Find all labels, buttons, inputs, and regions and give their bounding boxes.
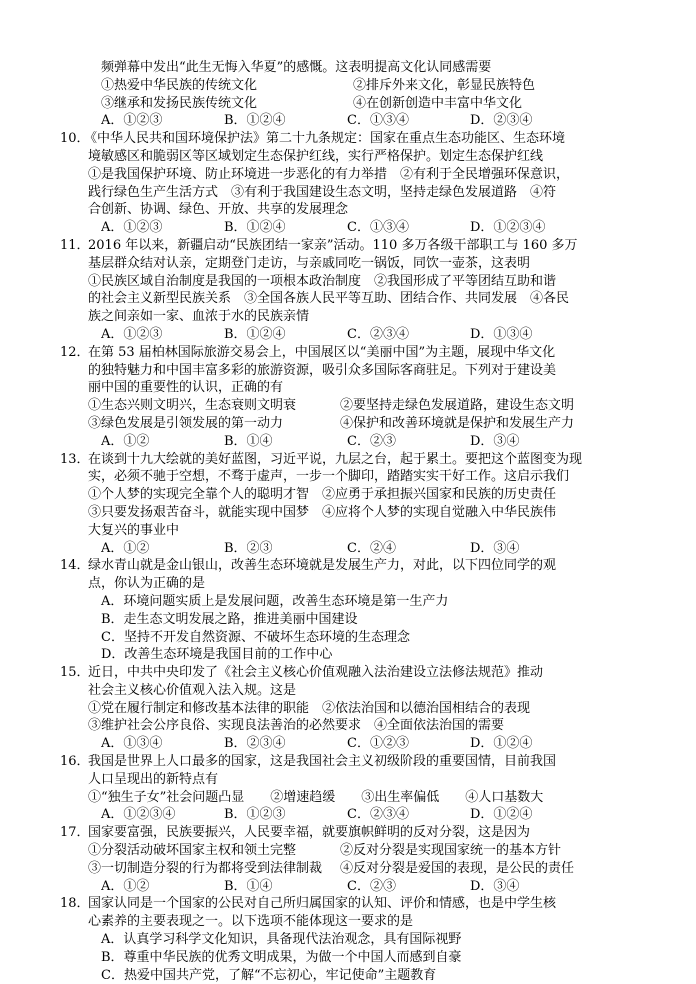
answer-option-a: A．①③④ [101,736,163,752]
statement-row [84,95,624,113]
statement: ①热爱中华民族的传统文化 [101,77,258,93]
answer-options [84,433,624,451]
answer-options [84,326,624,344]
statement: ③一切制造分裂的行为都将受到法律制裁 [88,860,323,876]
answer-option-c: C．①③④ [347,220,409,236]
question-number: 12． [60,344,90,360]
question-number: 11． [60,237,90,253]
answer-choice-c: C．坚持不开发自然资源、不破坏生态环境的生态理念 [101,629,410,645]
answer-option-b: B．①④ [224,878,273,894]
question-text: 在第 53 届柏林国际旅游交易会上，中国展区以“美丽中国”为主题，展现中华文化 [88,344,556,360]
question-text: 国家要富强，民族要振兴，人民要幸福，就要旗帜鲜明的反对分裂，这是因为 [88,825,531,841]
answer-option-c: C．②③④ [347,326,409,342]
statement: ③绿色发展是引领发展的第一动力 [88,415,284,431]
question-text: ①个人梦的实现完全靠个人的聪明才智 ②应勇于承担振兴国家和民族的历史责任 [88,487,557,503]
statement: ④保护和改善环境就是保护和发展生产力 [340,415,575,431]
answer-option-d: D．③④ [470,878,520,894]
answer-option-d: D．③④ [470,540,520,556]
answer-option-a: A．①②③ [101,113,163,129]
answer-option-c: C．②④ [347,540,396,556]
question-text: 族之间亲如一家、血浓于水的民族亲情 [88,309,310,325]
answer-option-b: B．②③④ [224,736,286,752]
answer-option-c: C．②③④ [347,807,409,823]
answer-choice-b: B．尊重中华民族的优秀文明成果，为做一个中国人而感到自豪 [101,949,462,965]
answer-options [84,112,624,130]
answer-choice-b: B．走生态文明发展之路，推进美丽中国建设 [101,611,358,627]
question-text: 在谈到十九大绘就的美好蓝图，习近平说，九层之台，起于累土。要把这个蓝图变为现 [88,451,583,467]
question-16 [60,753,624,824]
question-text: 社会主义核心价值观入法入规。这是 [88,682,297,698]
question-number: 10． [60,131,90,147]
question-text: 的社会主义新型民族关系 ③全国各族人民平等互助、团结合作、共同发展 ④各民 [88,291,570,307]
question-text: 境敏感区和脆弱区等区域划定生态保护红线，实行严格保护。划定生态保护红线 [88,148,544,164]
question-text: 合创新、协调、绿色、开放、共享的发展理念 [88,202,349,218]
question-text: 心素养的主要表现之一。以下选项不能体现这一要求的是 [88,914,414,930]
question-text: 近日，中共中央印发了《社会主义核心价值观融入法治建设立法修法规范》推动 [88,665,544,681]
statement: ①生态兴则文明兴，生态衰则文明衰 [88,398,297,414]
question-10 [60,130,624,237]
statement: ①分裂活动破坏国家主权和领土完整 [88,843,297,859]
answer-option-a: A．①② [101,540,150,556]
question-number: 16． [60,754,90,770]
question-text: 丽中国的重要性的认识，正确的有 [88,380,284,396]
question-text: 的独特魅力和中国丰富多彩的旅游资源，吸引众多国际客商驻足。下列对于建设美 [88,362,557,378]
statement-row [84,415,624,433]
answer-option-c: C．①②③ [347,736,409,752]
answer-options [84,540,624,558]
question-text: ①“独生子女”社会问题凸显 ②增速趋缓 ③出生率偏低 ④人口基数大 [88,789,544,805]
question-number: 13． [60,451,90,467]
answer-option-d: D．①②③④ [470,220,546,236]
answer-choice-a: A．认真学习科学文化知识，具备现代法治观念，具有国际视野 [101,932,462,948]
question-12 [60,344,624,451]
answer-option-d: D．①②④ [470,807,533,823]
answer-option-a: A．①②③ [101,220,163,236]
question-number: 18． [60,896,90,912]
question-text: 基层群众结对认亲，定期登门走访，与亲戚同吃一锅饭，同饮一壶茶，这表明 [88,255,531,271]
answer-choice-d: D．改善生态环境是我国目前的工作中心 [101,647,333,663]
question-text: 点，你认为正确的是 [88,576,206,592]
answer-option-b: B．①②③ [224,807,286,823]
question-text: 实，必须不驰于空想，不骛于虚声，一步一个脚印，踏踏实实干好工作。这启示我们 [88,469,570,485]
answer-option-c: C．②③ [347,878,396,894]
statement: ④反对分裂是爱国的表现，是公民的责任 [340,860,575,876]
statement: ④在创新创造中丰富中华文化 [353,95,523,111]
statement-row [84,77,624,95]
answer-option-b: B．①④ [224,433,273,449]
statement: ②要坚持走绿色发展道路，建设生态文明 [340,398,575,414]
statement: ③继承和发扬民族传统文化 [101,95,258,111]
question-text: ①是我国保护环境、防止环境进一步恶化的有力举措 ②有利于全民增强环保意识， [88,166,570,182]
question-number: 15． [60,665,90,681]
answer-options [84,219,624,237]
answer-options [84,735,624,753]
question-9-tail [84,59,624,130]
question-17 [60,824,624,895]
question-text: 《中华人民共和国环境保护法》第二十九条规定：国家在重点生态功能区、生态环境 [84,131,566,147]
question-number: 17． [60,825,90,841]
question-15 [60,664,624,753]
answer-option-a: A．①②③ [101,326,163,342]
answer-options [84,806,624,824]
question-text: ①民族区域自治制度是我国的一项根本政治制度 ②我国形成了平等团结互助和谐 [88,273,557,289]
exam-content [60,59,624,984]
question-11 [60,237,624,344]
statement-row [84,397,624,415]
answer-option-d: D．②③④ [470,113,533,129]
answer-option-b: B．①②④ [224,326,286,342]
answer-option-d: D．①③④ [470,326,533,342]
answer-option-c: C．①③④ [347,113,409,129]
question-13 [60,451,624,558]
answer-option-a: A．①②③④ [101,807,176,823]
answer-option-c: C．②③ [347,433,396,449]
question-text: 人口呈现出的新特点有 [88,771,219,787]
question-text: ③只要发扬艰苦奋斗，就能实现中国梦 ④应将个人梦的实现自觉融入中华民族伟 [88,504,557,520]
answer-option-b: B．①②④ [224,113,286,129]
answer-choice-c: C．热爱中国共产党，了解“不忘初心，牢记使命”主题教育 [101,967,437,983]
statement: ②反对分裂是实现国家统一的基本方针 [340,843,562,859]
answer-option-d: D．③④ [470,433,520,449]
question-text: 频弹幕中发出“此生无悔入华夏”的感慨。这表明提高文化认同感需要 [101,60,492,75]
question-text: 2016 年以来，新疆启动“民族团结一家亲”活动。110 多万各级干部职工与 160 多万 [88,237,578,253]
answer-option-a: A．①② [101,433,150,449]
answer-option-d: D．①②④ [470,736,533,752]
question-text: ③维护社会公序良俗、实现良法善治的必然要求 ④全面依法治国的需要 [88,718,505,734]
question-18 [60,895,624,984]
question-text: 国家认同是一个国家的公民对自己所归属国家的认知、评价和情感，也是中学生核 [88,896,557,912]
statement-row [84,842,624,860]
question-14 [60,557,624,664]
question-text: 我国是世界上人口最多的国家，这是我国社会主义初级阶段的重要国情，目前我国 [88,754,557,770]
answer-option-b: B．②③ [224,540,273,556]
question-text: 绿水青山就是金山银山，改善生态环境就是发展生产力，对此，以下四位同学的观 [88,558,557,574]
answer-option-b: B．①②④ [224,220,286,236]
answer-options [84,878,624,896]
statement: ②排斥外来文化，彰显民族特色 [353,77,536,93]
answer-option-a: A．①② [101,878,150,894]
question-text: 大复兴的事业中 [88,522,180,538]
answer-choice-a: A．环境问题实质上是发展问题，改善生态环境是第一生产力 [101,593,449,609]
question-text: 践行绿色生产生活方式 ③有利于我国建设生态文明，坚持走绿色发展道路 ④符 [88,184,557,200]
statement-row [84,860,624,878]
question-number: 14． [60,558,90,574]
question-text: ①党在履行制定和修改基本法律的职能 ②依法治国和以德治国相结合的表现 [88,700,531,716]
